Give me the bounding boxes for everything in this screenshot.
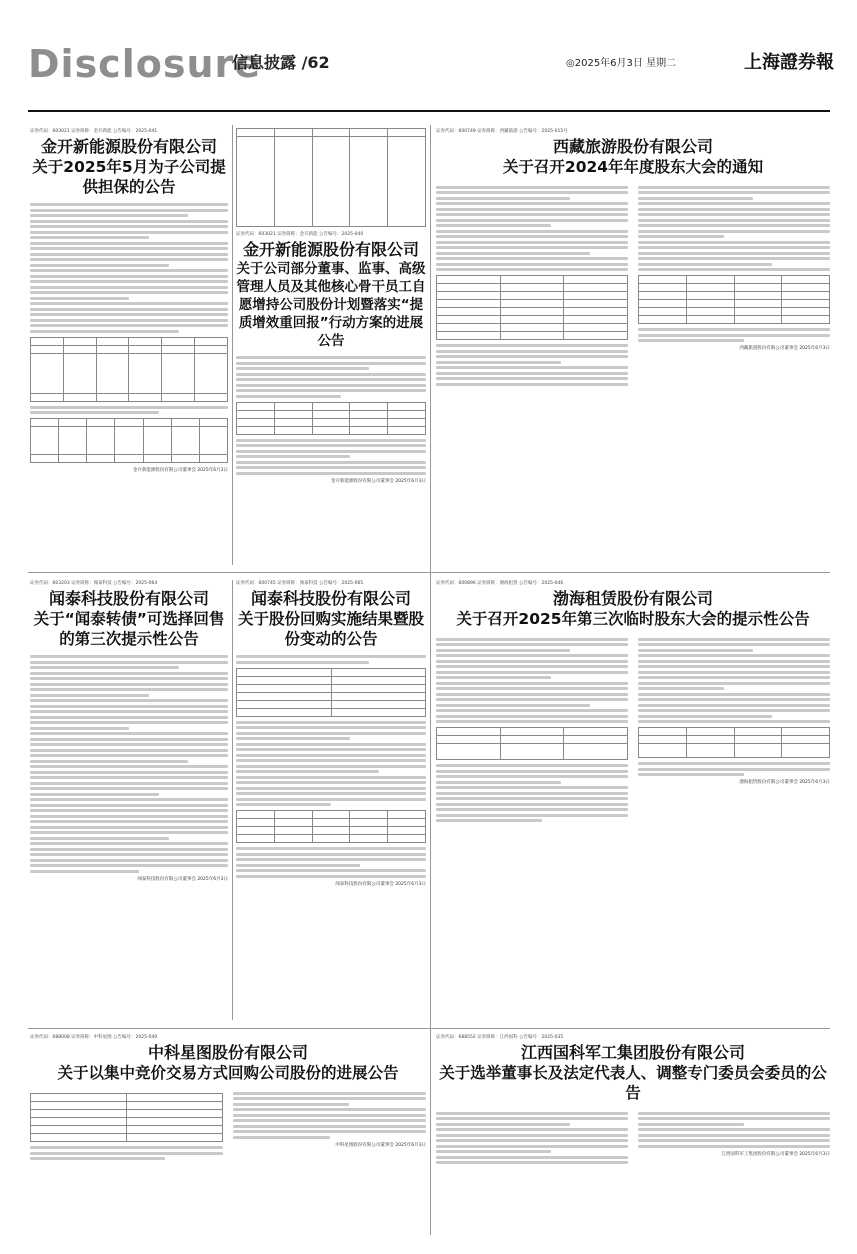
notice-body bbox=[236, 655, 426, 1022]
notice-headline: 关于2025年5月为子公司提供担保的公告 bbox=[32, 158, 226, 196]
share-change-table bbox=[236, 810, 426, 843]
column-divider-left bbox=[232, 125, 233, 565]
notice-company: 中科星图股份有限公司 bbox=[147, 1043, 308, 1062]
column-divider-right bbox=[430, 125, 431, 1235]
notice-body bbox=[436, 1109, 830, 1234]
notice-meta: 证券代码：688552 证券简称：江西国科 公告编号：2025-035 bbox=[436, 1035, 564, 1040]
notice-company: 金开新能源股份有限公司 bbox=[242, 240, 419, 259]
notice-meta: 证券代码：603021 证券简称：金开新能 公告编号：2025-040 bbox=[236, 232, 364, 237]
notice-body bbox=[436, 183, 830, 568]
notice-signature: 金开新能源股份有限公司董事会 2025年6月3日 bbox=[132, 468, 228, 473]
notice-headline: 关于选举董事长及法定代表人、调整专门委员会委员的公告 bbox=[439, 1064, 827, 1102]
notice-signature: 江西国科军工集团股份有限公司董事会 2025年6月3日 bbox=[721, 1151, 830, 1157]
notice-headline: 关于召开2024年年度股东大会的通知 bbox=[502, 158, 764, 176]
proxy-table bbox=[638, 275, 830, 324]
notice-body bbox=[30, 203, 228, 568]
column-divider-mid-left bbox=[232, 580, 233, 1020]
egm-proxy-table bbox=[638, 727, 830, 758]
notice-convertible-putback bbox=[30, 580, 228, 1022]
notice-signature: 闻泰科技股份有限公司董事会 2025年6月3日 bbox=[137, 876, 228, 882]
notice-meta: 证券代码：600745 证券简称：闻泰科技 公告编号：2025-065 bbox=[236, 581, 364, 586]
newspaper-brand: 上海證券報 bbox=[744, 52, 834, 73]
guarantee-table bbox=[30, 337, 228, 402]
notice-company: 江西国科军工集团股份有限公司 bbox=[520, 1043, 745, 1062]
notice-body bbox=[236, 356, 426, 568]
notice-headline: 关于公司部分董事、监事、高级管理人员及其他核心骨干员工自愿增持公司股份计划暨落实“提质增效重回报”行动方案的进展公告 bbox=[236, 261, 426, 349]
notice-egm-reminder bbox=[436, 580, 830, 1022]
notice-signature: 中科星图股份有限公司董事会 2025年6月3日 bbox=[335, 1142, 426, 1148]
notice-body bbox=[30, 1089, 426, 1234]
row-divider-1 bbox=[28, 572, 830, 573]
notice-company: 金开新能源股份有限公司 bbox=[40, 137, 217, 156]
notice-headline: 关于以集中竞价交易方式回购公司股份的进展公告 bbox=[57, 1064, 399, 1082]
notice-meta: 证券代码：688008 证券简称：中科星图 公告编号：2025-040 bbox=[30, 1035, 158, 1040]
section-title: 信息披露 /62 bbox=[232, 53, 330, 72]
notice-agm-2024 bbox=[436, 128, 830, 568]
notice-headline: 关于召开2025年第三次临时股东大会的提示性公告 bbox=[456, 610, 810, 628]
disclosure-logo: Disclosure bbox=[28, 42, 262, 86]
notice-signature: 西藏旅游股份有限公司董事会 2025年6月3日 bbox=[739, 346, 830, 351]
notice-signature: 渤海租赁股份有限公司董事会 2025年6月3日 bbox=[739, 780, 830, 785]
egm-agenda-table bbox=[436, 727, 628, 760]
notice-chairman-election bbox=[436, 1034, 830, 1234]
masthead-rule bbox=[28, 110, 830, 112]
buyback-table bbox=[236, 668, 426, 717]
notice-meta: 证券代码：603203 证券简称：闻泰科技 公告编号：2025-064 bbox=[30, 581, 158, 586]
notice-body bbox=[30, 655, 228, 1022]
notice-guarantee bbox=[30, 128, 228, 568]
notice-body bbox=[436, 635, 830, 1022]
notice-meta: 证券代码：600749 证券简称：西藏旅游 公告编号：2025-015号 bbox=[436, 129, 568, 134]
notice-buyback-result bbox=[236, 580, 426, 1022]
guarantee-detail-table bbox=[30, 418, 228, 463]
issue-date: ◎2025年6月3日 星期二 bbox=[566, 58, 677, 69]
plan-table bbox=[236, 128, 426, 227]
notice-headline: 关于股份回购实施结果暨股份变动的公告 bbox=[237, 610, 424, 648]
notice-shareholding-plan bbox=[236, 128, 426, 568]
masthead bbox=[0, 0, 857, 120]
buyback-progress-table bbox=[30, 1093, 223, 1142]
notice-company: 西藏旅游股份有限公司 bbox=[552, 137, 713, 156]
row-divider-2 bbox=[28, 1028, 830, 1029]
notice-company: 渤海租赁股份有限公司 bbox=[552, 589, 713, 608]
notice-company: 闻泰科技股份有限公司 bbox=[48, 589, 209, 608]
notice-company: 闻泰科技股份有限公司 bbox=[250, 589, 411, 608]
notice-signature: 金开新能源股份有限公司董事会 2025年6月3日 bbox=[330, 478, 426, 484]
holdings-table bbox=[236, 402, 426, 435]
notice-meta: 证券代码：600896 证券简称：渤海租赁 公告编号：2025-046 bbox=[436, 581, 564, 586]
notice-signature: 闻泰科技股份有限公司董事会 2025年6月3日 bbox=[335, 881, 426, 887]
notice-meta: 证券代码：603021 证券简称：金开新能 公告编号：2025-041 bbox=[30, 129, 158, 134]
notice-headline: 关于“闻泰转债”可选择回售的第三次提示性公告 bbox=[33, 610, 225, 648]
notice-buyback-progress bbox=[30, 1034, 426, 1234]
agenda-table bbox=[436, 275, 628, 340]
